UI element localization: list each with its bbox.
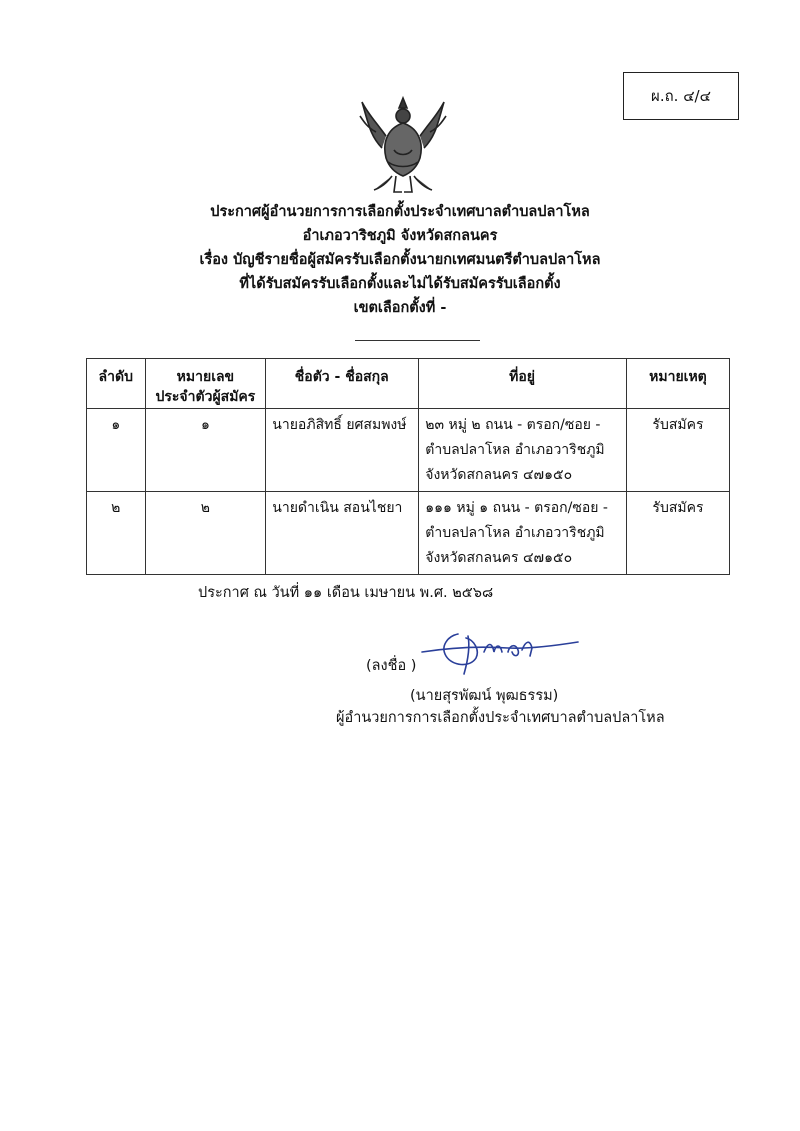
header-line-1: ประกาศผู้อำนวยการการเลือกตั้งประจำเทศบาลตำบลปลาโหล <box>210 204 590 220</box>
address-line-3: จังหวัดสกลนคร ๔๗๑๕๐ <box>425 467 573 483</box>
col-header-number <box>145 359 266 409</box>
cell-order: ๑ <box>87 409 146 492</box>
cell-remark: รับสมัคร <box>626 409 729 492</box>
table-header-row <box>87 359 730 409</box>
garuda-emblem-icon <box>358 92 448 197</box>
signer-name: (นายสุรพัฒน์ พุฒธรรม) <box>410 688 559 704</box>
form-code-box <box>623 72 739 120</box>
cell-number: ๒ <box>145 492 266 575</box>
address-line-3: จังหวัดสกลนคร ๔๗๑๕๐ <box>425 550 573 566</box>
form-code: ผ.ถ. ๔/๔ <box>651 87 711 105</box>
address-line-1: ๒๓ หมู่ ๒ ถนน - ตรอก/ซอย - <box>425 417 601 433</box>
address-line-2: ตำบลปลาโหล อำเภอวาริชภูมิ <box>425 442 605 458</box>
col-header-number-line2: ประจำตัวผู้สมัคร <box>155 389 256 405</box>
header-line-4: ที่ได้รับสมัครรับเลือกตั้งและไม่ได้รับสมัครรับเลือกตั้ง <box>239 276 561 292</box>
cell-address <box>419 492 627 575</box>
handwritten-signature <box>418 622 583 680</box>
cell-address <box>419 409 627 492</box>
header-divider <box>355 340 480 341</box>
address-line-2: ตำบลปลาโหล อำเภอวาริชภูมิ <box>425 525 605 541</box>
address-line-1: ๑๑๑ หมู่ ๑ ถนน - ตรอก/ซอย - <box>425 500 608 516</box>
announcement-date: ประกาศ ณ วันที่ ๑๑ เดือน เมษายน พ.ศ. ๒๕๖๘ <box>198 585 494 601</box>
col-header-remark: หมายเหตุ <box>626 359 729 409</box>
col-header-order: ลำดับ <box>87 359 146 409</box>
col-header-address: ที่อยู่ <box>419 359 627 409</box>
header-line-2: อำเภอวาริชภูมิ จังหวัดสกลนคร <box>302 228 498 244</box>
signature-label: (ลงชื่อ ) <box>366 658 417 674</box>
candidate-table <box>86 358 730 575</box>
col-header-name: ชื่อตัว - ชื่อสกุล <box>266 359 419 409</box>
cell-name: นายอภิสิทธิ์ ยศสมพงษ์ <box>266 409 419 492</box>
header-line-5: เขตเลือกตั้งที่ - <box>353 300 447 316</box>
header-line-3: เรื่อง บัญชีรายชื่อผู้สมัครรับเลือกตั้งนายกเทศมนตรีตำบลปลาโหล <box>199 252 601 268</box>
signer-title: ผู้อำนวยการการเลือกตั้งประจำเทศบาลตำบลปลาโหล <box>336 710 665 726</box>
cell-remark: รับสมัคร <box>626 492 729 575</box>
cell-order: ๒ <box>87 492 146 575</box>
table-row <box>87 409 730 492</box>
cell-name: นายดำเนิน สอนไชยา <box>266 492 419 575</box>
col-header-number-line1: หมายเลข <box>176 369 235 385</box>
table-row <box>87 492 730 575</box>
announcement-header <box>0 200 800 320</box>
cell-number: ๑ <box>145 409 266 492</box>
